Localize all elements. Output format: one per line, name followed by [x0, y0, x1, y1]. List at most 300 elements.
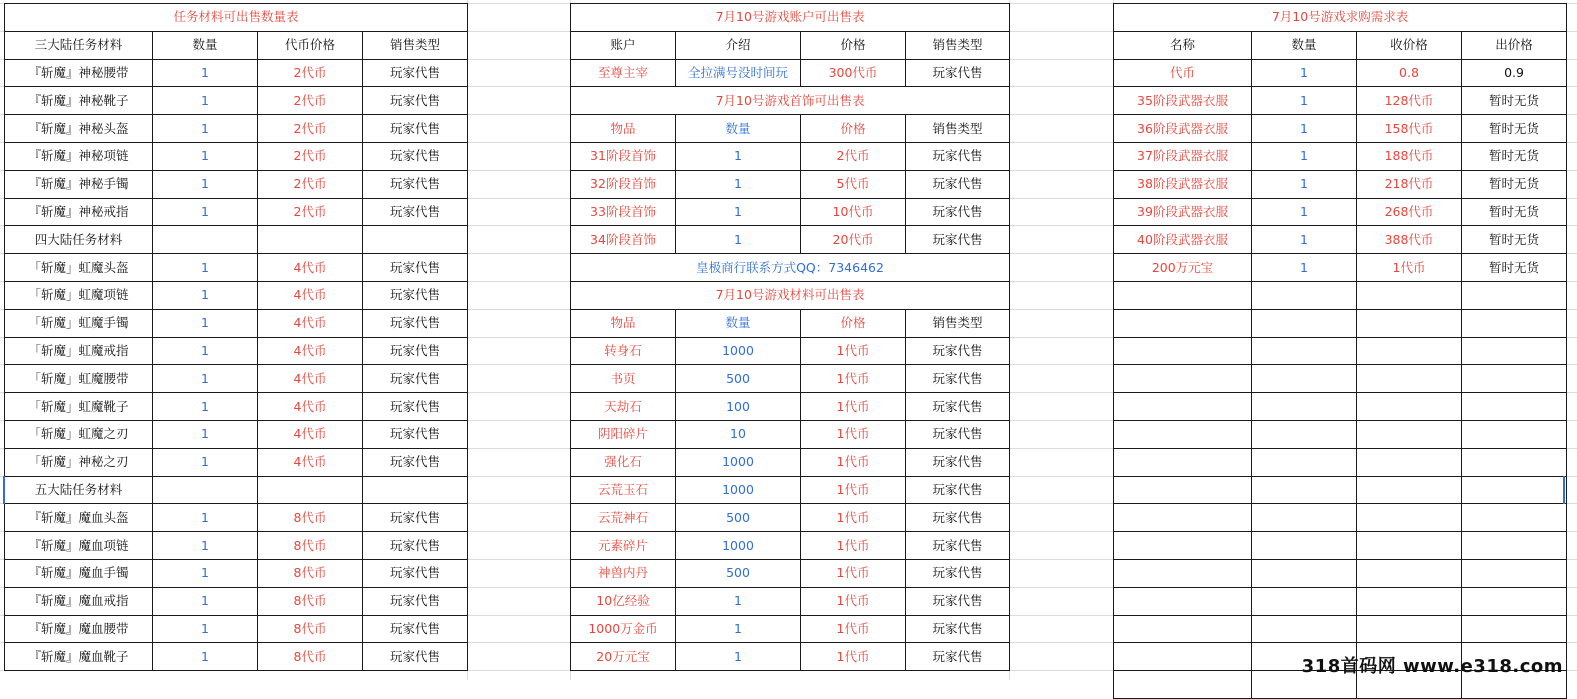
empty-cell[interactable] [1462, 365, 1567, 393]
table-title[interactable]: 7月10号游戏账户可出售表 [571, 4, 1010, 32]
sell-price-cell[interactable]: 暂时无货 [1462, 87, 1567, 115]
table-row [5, 476, 468, 504]
quantity-cell[interactable]: 1 [1252, 226, 1357, 254]
sell-price-cell[interactable]: 暂时无货 [1462, 142, 1567, 170]
quantity-cell[interactable]: 1 [153, 615, 258, 643]
quantity-cell[interactable]: 1 [153, 115, 258, 143]
price-cell[interactable]: 4代币 [258, 420, 363, 448]
sale-type-cell[interactable]: 玩家代售 [363, 59, 468, 87]
sale-type-cell[interactable]: 玩家代售 [363, 170, 468, 198]
empty-cell[interactable] [1357, 393, 1462, 421]
empty-cell[interactable] [1114, 615, 1252, 643]
quantity-cell[interactable]: 1 [676, 142, 801, 170]
price-cell[interactable]: 4代币 [258, 309, 363, 337]
price-cell[interactable]: 2代币 [801, 142, 906, 170]
empty-cell[interactable] [1114, 281, 1252, 309]
quantity-cell[interactable]: 1 [676, 587, 801, 615]
sale-type-cell[interactable]: 玩家代售 [906, 59, 1010, 87]
sale-type-cell[interactable]: 玩家代售 [906, 476, 1010, 504]
empty-cell[interactable] [1357, 337, 1462, 365]
quantity-cell[interactable]: 500 [676, 504, 801, 532]
column-header[interactable]: 销售类型 [906, 31, 1010, 59]
sell-price-cell[interactable]: 0.9 [1462, 59, 1567, 87]
price-cell[interactable]: 1代币 [801, 504, 906, 532]
empty-cell[interactable] [1462, 559, 1567, 587]
price-cell[interactable]: 8代币 [258, 504, 363, 532]
column-header[interactable]: 名称 [1114, 31, 1252, 59]
quantity-cell[interactable]: 1 [153, 309, 258, 337]
item-name[interactable]: 阴阳碎片 [571, 420, 676, 448]
quantity-cell[interactable]: 1 [1252, 142, 1357, 170]
item-name[interactable]: 『斩魔』神秘腰带 [5, 59, 153, 87]
column-header[interactable]: 数量 [153, 31, 258, 59]
column-header[interactable]: 数量 [1252, 31, 1357, 59]
buy-price-cell[interactable]: 188代币 [1357, 142, 1462, 170]
item-name[interactable]: 『斩魔』神秘项链 [5, 142, 153, 170]
item-name[interactable]: 33阶段首饰 [571, 198, 676, 226]
price-cell[interactable]: 5代币 [801, 170, 906, 198]
empty-cell[interactable] [1252, 337, 1357, 365]
quantity-cell[interactable]: 1 [153, 587, 258, 615]
buy-price-cell[interactable]: 388代币 [1357, 226, 1462, 254]
item-name[interactable]: 强化石 [571, 448, 676, 476]
quantity-cell[interactable]: 1 [153, 198, 258, 226]
empty-cell[interactable] [1252, 365, 1357, 393]
quantity-cell[interactable]: 1 [153, 254, 258, 282]
item-name[interactable]: 38阶段武器衣服 [1114, 170, 1252, 198]
empty-cell[interactable] [1357, 281, 1462, 309]
item-name[interactable]: 200万元宝 [1114, 254, 1252, 282]
item-name[interactable]: 「斩魔」虹魔头盔 [5, 254, 153, 282]
item-name[interactable]: 『斩魔』魔血手镯 [5, 559, 153, 587]
sell-price-cell[interactable]: 暂时无货 [1462, 115, 1567, 143]
item-name[interactable]: 云荒玉石 [571, 476, 676, 504]
price-cell[interactable]: 4代币 [258, 281, 363, 309]
empty-cell[interactable] [1114, 559, 1252, 587]
buy-price-cell[interactable]: 0.8 [1357, 59, 1462, 87]
quantity-cell[interactable]: 1 [153, 643, 258, 671]
sale-type-cell[interactable]: 玩家代售 [363, 87, 468, 115]
sale-type-cell[interactable]: 玩家代售 [906, 365, 1010, 393]
sale-type-cell[interactable]: 玩家代售 [906, 170, 1010, 198]
table-title[interactable]: 7月10号游戏首饰可出售表 [571, 87, 1010, 115]
quantity-cell[interactable]: 1 [1252, 115, 1357, 143]
table-row [571, 448, 1010, 476]
empty-cell[interactable] [1114, 365, 1252, 393]
column-header[interactable]: 出价格 [1462, 31, 1567, 59]
quantity-cell[interactable]: 1 [153, 170, 258, 198]
column-header[interactable]: 账户 [571, 31, 676, 59]
empty-cell[interactable] [1252, 615, 1357, 643]
empty-cell[interactable] [1462, 532, 1567, 560]
empty-cell[interactable] [1114, 448, 1252, 476]
empty-cell[interactable] [1114, 671, 1252, 699]
sale-type-cell[interactable]: 玩家代售 [906, 142, 1010, 170]
item-name[interactable]: 云荒神石 [571, 504, 676, 532]
empty-cell[interactable] [1357, 309, 1462, 337]
quantity-cell[interactable]: 100 [676, 393, 801, 421]
empty-cell[interactable] [1252, 587, 1357, 615]
price-cell[interactable]: 4代币 [258, 254, 363, 282]
item-name[interactable]: 34阶段首饰 [571, 226, 676, 254]
sale-type-cell[interactable]: 玩家代售 [363, 504, 468, 532]
buy-price-cell[interactable]: 268代币 [1357, 198, 1462, 226]
quantity-cell[interactable]: 1 [1252, 87, 1357, 115]
buy-price-cell[interactable]: 128代币 [1357, 87, 1462, 115]
table-row [5, 170, 468, 198]
price-cell[interactable]: 2代币 [258, 198, 363, 226]
empty-cell[interactable] [1252, 309, 1357, 337]
empty-cell[interactable] [1462, 393, 1567, 421]
sale-type-cell[interactable]: 玩家代售 [906, 420, 1010, 448]
price-cell[interactable]: 20代币 [801, 226, 906, 254]
price-cell[interactable]: 1代币 [801, 476, 906, 504]
quantity-cell[interactable]: 1 [153, 337, 258, 365]
sale-type-cell[interactable]: 玩家代售 [363, 393, 468, 421]
item-name[interactable]: 36阶段武器衣服 [1114, 115, 1252, 143]
sale-type-cell[interactable]: 玩家代售 [906, 337, 1010, 365]
sale-type-cell[interactable]: 玩家代售 [906, 532, 1010, 560]
sell-price-cell[interactable]: 暂时无货 [1462, 198, 1567, 226]
sale-type-cell[interactable]: 玩家代售 [906, 643, 1010, 671]
table-title[interactable]: 7月10号游戏材料可出售表 [571, 281, 1010, 309]
table-row [5, 532, 468, 560]
price-cell[interactable]: 10代币 [801, 198, 906, 226]
quantity-cell[interactable]: 1 [153, 559, 258, 587]
empty-cell[interactable] [1462, 337, 1567, 365]
sale-type-cell[interactable]: 玩家代售 [906, 448, 1010, 476]
sale-type-cell[interactable]: 玩家代售 [363, 142, 468, 170]
empty-row [1114, 532, 1567, 560]
item-name[interactable]: 35阶段武器衣服 [1114, 87, 1252, 115]
account-name[interactable]: 至尊主宰 [571, 59, 676, 87]
empty-cell[interactable] [1462, 309, 1567, 337]
price-cell[interactable] [258, 226, 363, 254]
price-cell[interactable]: 1代币 [801, 615, 906, 643]
quantity-cell[interactable]: 1 [676, 643, 801, 671]
sale-type-cell[interactable]: 玩家代售 [363, 532, 468, 560]
price-cell[interactable]: 1代币 [801, 420, 906, 448]
quantity-cell[interactable]: 1 [153, 142, 258, 170]
item-name[interactable]: 『斩魔』神秘靴子 [5, 87, 153, 115]
empty-cell[interactable] [1114, 532, 1252, 560]
item-name[interactable]: 「斩魔」虹魔之刃 [5, 420, 153, 448]
empty-cell[interactable] [1252, 532, 1357, 560]
item-name[interactable]: 『斩魔』魔血腰带 [5, 615, 153, 643]
item-name[interactable]: 「斩魔」虹魔项链 [5, 281, 153, 309]
item-name[interactable]: 『斩魔』神秘戒指 [5, 198, 153, 226]
contact-info[interactable]: 皇极商行联系方式QQ：7346462 [571, 254, 1010, 282]
sale-type-cell[interactable]: 玩家代售 [363, 281, 468, 309]
column-header[interactable]: 数量 [676, 115, 801, 143]
section-label[interactable]: 五大陆任务材料 [5, 476, 153, 504]
column-header[interactable]: 价格 [801, 309, 906, 337]
quantity-cell[interactable]: 1 [1252, 170, 1357, 198]
table-row [5, 281, 468, 309]
buy-price-cell[interactable]: 158代币 [1357, 115, 1462, 143]
empty-row [1114, 281, 1567, 309]
empty-cell[interactable] [1462, 420, 1567, 448]
quantity-cell[interactable]: 1 [153, 420, 258, 448]
empty-cell[interactable] [1114, 643, 1252, 671]
empty-cell[interactable] [1462, 281, 1567, 309]
quantity-cell[interactable] [153, 226, 258, 254]
item-name[interactable]: 39阶段武器衣服 [1114, 198, 1252, 226]
table-row [571, 365, 1010, 393]
sale-type-cell[interactable]: 玩家代售 [906, 226, 1010, 254]
empty-cell[interactable] [1462, 587, 1567, 615]
item-name[interactable]: 20万元宝 [571, 643, 676, 671]
quantity-cell[interactable]: 1 [676, 170, 801, 198]
account-description[interactable]: 全拉满号没时间玩 [676, 59, 801, 87]
sale-type-cell[interactable]: 玩家代售 [906, 393, 1010, 421]
empty-cell[interactable] [1462, 476, 1567, 504]
empty-cell[interactable] [1252, 476, 1357, 504]
item-name[interactable]: 32阶段首饰 [571, 170, 676, 198]
quantity-cell[interactable] [153, 476, 258, 504]
empty-cell[interactable] [1252, 420, 1357, 448]
item-name[interactable]: 『斩魔』魔血头盔 [5, 504, 153, 532]
quantity-cell[interactable]: 1 [153, 281, 258, 309]
column-header[interactable]: 物品 [571, 115, 676, 143]
item-name[interactable]: 40阶段武器衣服 [1114, 226, 1252, 254]
table-row [5, 115, 468, 143]
empty-cell[interactable] [1357, 587, 1462, 615]
price-cell[interactable]: 1代币 [801, 337, 906, 365]
empty-cell[interactable] [1357, 365, 1462, 393]
empty-cell[interactable] [1114, 476, 1252, 504]
table-row [5, 448, 468, 476]
item-name[interactable]: 代币 [1114, 59, 1252, 87]
price-cell[interactable]: 1代币 [801, 532, 906, 560]
table-row [571, 643, 1010, 671]
empty-cell[interactable] [1357, 615, 1462, 643]
empty-cell[interactable] [1114, 504, 1252, 532]
empty-cell[interactable] [1252, 281, 1357, 309]
quantity-cell[interactable]: 1 [676, 615, 801, 643]
item-name[interactable]: 「斩魔」神秘之刃 [5, 448, 153, 476]
buy-price-cell[interactable]: 218代币 [1357, 170, 1462, 198]
quantity-cell[interactable]: 10 [676, 420, 801, 448]
table-row [1114, 115, 1567, 143]
quantity-cell[interactable]: 1 [676, 198, 801, 226]
quantity-cell[interactable]: 1 [153, 504, 258, 532]
column-header[interactable]: 介绍 [676, 31, 801, 59]
quantity-cell[interactable]: 1000 [676, 337, 801, 365]
item-name[interactable]: 37阶段武器衣服 [1114, 142, 1252, 170]
quantity-cell[interactable]: 1 [153, 365, 258, 393]
item-name[interactable]: 『斩魔』神秘头盔 [5, 115, 153, 143]
purchase-demand-table [1113, 3, 1567, 699]
quantity-cell[interactable]: 1 [153, 532, 258, 560]
sale-type-cell[interactable]: 玩家代售 [363, 420, 468, 448]
table-title[interactable]: 任务材料可出售数量表 [5, 4, 468, 32]
table-title[interactable]: 7月10号游戏求购需求表 [1114, 4, 1567, 32]
sale-type-cell[interactable]: 玩家代售 [363, 365, 468, 393]
column-header[interactable]: 三大陆任务材料 [5, 31, 153, 59]
table-row [1114, 254, 1567, 282]
price-cell[interactable]: 1代币 [801, 587, 906, 615]
price-cell[interactable]: 8代币 [258, 559, 363, 587]
sale-type-cell[interactable]: 玩家代售 [363, 615, 468, 643]
column-header[interactable]: 数量 [676, 309, 801, 337]
buy-price-cell[interactable]: 1代币 [1357, 254, 1462, 282]
empty-cell[interactable] [1357, 532, 1462, 560]
price-cell[interactable]: 1代币 [801, 448, 906, 476]
price-cell[interactable]: 1代币 [801, 393, 906, 421]
price-cell[interactable]: 2代币 [258, 142, 363, 170]
watermark-text: 318首码网 www.e318.com [1301, 656, 1563, 677]
table-row [571, 532, 1010, 560]
price-cell[interactable]: 2代币 [258, 87, 363, 115]
quantity-cell[interactable]: 1 [153, 59, 258, 87]
empty-cell[interactable] [1252, 559, 1357, 587]
item-name[interactable]: 元素碎片 [571, 532, 676, 560]
item-name[interactable]: 「斩魔」虹魔手镯 [5, 309, 153, 337]
empty-row [1114, 309, 1567, 337]
quantity-cell[interactable]: 500 [676, 365, 801, 393]
table-row [571, 587, 1010, 615]
item-name[interactable]: 转身石 [571, 337, 676, 365]
item-name[interactable]: 「斩魔」虹魔腰带 [5, 365, 153, 393]
price-cell[interactable]: 1代币 [801, 559, 906, 587]
sale-type-cell[interactable]: 玩家代售 [906, 615, 1010, 643]
empty-row [1114, 337, 1567, 365]
empty-cell[interactable] [1357, 420, 1462, 448]
sale-type-cell[interactable]: 玩家代售 [363, 309, 468, 337]
price-cell[interactable]: 4代币 [258, 448, 363, 476]
item-name[interactable]: 『斩魔』魔血戒指 [5, 587, 153, 615]
item-name[interactable]: 『斩魔』神秘手镯 [5, 170, 153, 198]
empty-cell[interactable] [1114, 309, 1252, 337]
empty-cell[interactable] [1252, 504, 1357, 532]
column-header[interactable]: 销售类型 [363, 31, 468, 59]
price-cell[interactable]: 4代币 [258, 365, 363, 393]
empty-row [1114, 448, 1567, 476]
price-cell[interactable]: 8代币 [258, 532, 363, 560]
empty-cell[interactable] [1357, 559, 1462, 587]
empty-cell[interactable] [1357, 448, 1462, 476]
sale-type-cell[interactable]: 玩家代售 [363, 198, 468, 226]
empty-cell[interactable] [1114, 337, 1252, 365]
table-row [5, 420, 468, 448]
table-row [571, 559, 1010, 587]
column-header[interactable]: 物品 [571, 309, 676, 337]
item-name[interactable]: 1000万金币 [571, 615, 676, 643]
quantity-cell[interactable]: 1 [1252, 254, 1357, 282]
sale-type-cell[interactable]: 玩家代售 [363, 254, 468, 282]
price-cell[interactable]: 4代币 [258, 337, 363, 365]
price-cell[interactable]: 4代币 [258, 393, 363, 421]
item-name[interactable]: 天劫石 [571, 393, 676, 421]
item-name[interactable]: 『斩魔』魔血项链 [5, 532, 153, 560]
column-header[interactable]: 收价格 [1357, 31, 1462, 59]
empty-cell[interactable] [1252, 393, 1357, 421]
section-label[interactable]: 四大陆任务材料 [5, 226, 153, 254]
item-name[interactable]: 31阶段首饰 [571, 142, 676, 170]
sale-type-cell[interactable]: 玩家代售 [363, 448, 468, 476]
quantity-cell[interactable]: 1000 [676, 448, 801, 476]
price-cell[interactable]: 8代币 [258, 615, 363, 643]
sell-price-cell[interactable]: 暂时无货 [1462, 226, 1567, 254]
table-row [571, 615, 1010, 643]
table-row [571, 337, 1010, 365]
sale-type-cell[interactable] [363, 226, 468, 254]
column-header[interactable]: 销售类型 [906, 115, 1010, 143]
empty-cell[interactable] [1462, 448, 1567, 476]
empty-cell[interactable] [1462, 615, 1567, 643]
table-row [571, 198, 1010, 226]
empty-cell[interactable] [1462, 504, 1567, 532]
quantity-cell[interactable]: 1 [676, 226, 801, 254]
sale-type-cell[interactable]: 玩家代售 [363, 115, 468, 143]
cell-selection-marker [3, 476, 5, 504]
quantity-cell[interactable]: 1 [1252, 59, 1357, 87]
sale-type-cell[interactable]: 玩家代售 [363, 337, 468, 365]
sell-price-cell[interactable]: 暂时无货 [1462, 170, 1567, 198]
price-cell[interactable]: 1代币 [801, 643, 906, 671]
quantity-cell[interactable]: 1 [153, 87, 258, 115]
item-name[interactable]: 神兽内丹 [571, 559, 676, 587]
sale-type-cell[interactable] [363, 476, 468, 504]
price-cell[interactable]: 1代币 [801, 365, 906, 393]
table-row [5, 142, 468, 170]
sale-type-cell[interactable]: 玩家代售 [363, 587, 468, 615]
quantity-cell[interactable]: 1 [153, 448, 258, 476]
item-name[interactable]: 书页 [571, 365, 676, 393]
sale-type-cell[interactable]: 玩家代售 [906, 198, 1010, 226]
item-name[interactable]: 「斩魔」虹魔戒指 [5, 337, 153, 365]
table-row [5, 504, 468, 532]
empty-cell[interactable] [1114, 393, 1252, 421]
sale-type-cell[interactable]: 玩家代售 [906, 587, 1010, 615]
empty-cell[interactable] [1252, 448, 1357, 476]
price-cell[interactable]: 8代币 [258, 643, 363, 671]
price-cell[interactable]: 2代币 [258, 115, 363, 143]
table-row [5, 254, 468, 282]
quantity-cell[interactable]: 1000 [676, 476, 801, 504]
price-cell[interactable] [258, 476, 363, 504]
sale-type-cell[interactable]: 玩家代售 [363, 559, 468, 587]
quantity-cell[interactable]: 500 [676, 559, 801, 587]
empty-cell[interactable] [1114, 587, 1252, 615]
sale-type-cell[interactable]: 玩家代售 [363, 643, 468, 671]
column-header[interactable]: 价格 [801, 115, 906, 143]
sale-type-cell[interactable]: 玩家代售 [906, 504, 1010, 532]
item-name[interactable]: 「斩魔」虹魔靴子 [5, 393, 153, 421]
empty-row [1114, 504, 1567, 532]
column-header[interactable]: 销售类型 [906, 309, 1010, 337]
column-header[interactable]: 代币价格 [258, 31, 363, 59]
price-cell[interactable]: 2代币 [258, 59, 363, 87]
quantity-cell[interactable]: 1 [1252, 198, 1357, 226]
empty-cell[interactable] [1114, 420, 1252, 448]
table-title-row [571, 4, 1010, 32]
price-cell[interactable]: 8代币 [258, 587, 363, 615]
sale-type-cell[interactable]: 玩家代售 [906, 559, 1010, 587]
item-name[interactable]: 『斩魔』魔血靴子 [5, 643, 153, 671]
item-name[interactable]: 10亿经验 [571, 587, 676, 615]
sell-price-cell[interactable]: 暂时无货 [1462, 254, 1567, 282]
quantity-cell[interactable]: 1 [153, 393, 258, 421]
empty-cell[interactable] [1357, 476, 1462, 504]
price-cell[interactable]: 2代币 [258, 170, 363, 198]
table-row [1114, 170, 1567, 198]
quantity-cell[interactable]: 1000 [676, 532, 801, 560]
empty-cell[interactable] [1357, 504, 1462, 532]
price-cell[interactable]: 300代币 [801, 59, 906, 87]
column-header[interactable]: 价格 [801, 31, 906, 59]
